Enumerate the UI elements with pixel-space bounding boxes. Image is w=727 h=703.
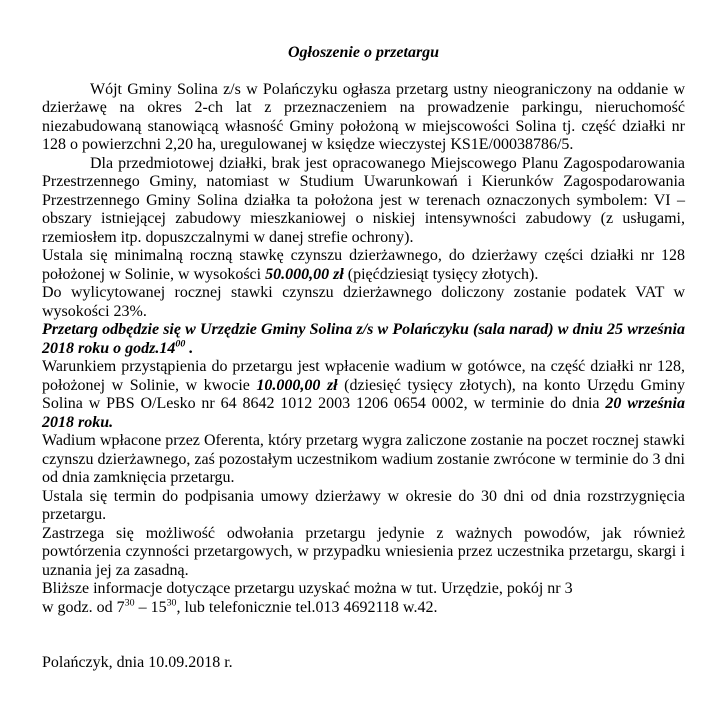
text-run: 20 września 2018 roku.	[42, 395, 686, 431]
text-run: Ustala się termin do podpisania umowy dzierżawy w okresie do 30 dni od dnia rozstrzygnięcia przetargu.	[42, 487, 685, 523]
paragraph-godziny-kontakt	[42, 599, 685, 618]
superscript-text: 30	[166, 597, 177, 609]
text-run: .	[185, 339, 194, 357]
paragraph-stawka-czynszu	[42, 247, 685, 284]
text-run: (pięćdziesiąt tysięcy złotych).	[343, 265, 539, 283]
paragraph-blizsze-informacje	[42, 580, 685, 599]
superscript-text: 00	[175, 338, 186, 350]
text-run: Zastrzega się możliwość odwołania przetargu jedynie z ważnych powodów, jak również powtórzenia czynności przetargowych, w przypadku wniesienia przez uczestnika przetargu, skargi i uznania jej za zasadną.	[42, 524, 685, 579]
text-run: w godz. od 7	[42, 598, 125, 616]
text-run: , lub telefonicznie tel.013 4692118 w.42.	[176, 598, 438, 616]
paragraph-intro	[42, 81, 685, 155]
text-run: 10.000,00 zł	[256, 376, 338, 394]
signature-line: Polańczyk, dnia 10.09.2018 r.	[42, 654, 233, 671]
paragraph-podatek-vat	[42, 284, 685, 321]
paragraph-zwrot-wadium	[42, 432, 685, 488]
text-run: Do wylicytowanej rocznej stawki czynszu dzierżawnego doliczony zostanie podatek VAT w wysokości 23%.	[42, 284, 685, 320]
text-run: 50.000,00 zł	[265, 265, 344, 283]
text-run: Przetarg odbędzie się w Urzędzie Gminy Solina z/s w Polańczyku (sala narad) w dniu 25 września 2018 roku o godz.14	[42, 321, 685, 357]
document-title: Ogłoszenie o przetargu	[287, 44, 440, 61]
paragraph-wadium	[42, 358, 685, 432]
paragraph-termin-umowy	[42, 488, 685, 525]
paragraph-odwolanie-przetargu	[42, 525, 685, 581]
text-run: Dla przedmiotowej działki, brak jest opracowanego Miejscowego Planu Zagospodarowania Przestrzennego Gminy, natomiast w Studium Uwarunkowań i Kierunków Zagospodarowania Przestrzennego Gminy Solina działka ta położona jest w terenach oznaczonych symbolem: VI – obszary istniejącej zabudowy mieszkaniowej o niskiej intensywności zabudowy (z usługami, rzemiosłem itp. dopuszczalnymi w danej strefie ochrony).	[42, 154, 685, 246]
text-run: Warunkiem przystąpienia do przetargu jest wpłacenie wadium w gotówce, na część działki nr 128, położonej w Solinie, w kwocie	[42, 358, 685, 394]
text-run: Bliższe informacje dotyczące przetargu uzyskać można w tut. Urzędzie, pokój nr 3	[42, 580, 573, 597]
document-body	[42, 81, 685, 618]
text-run: (dziesięć tysięcy złotych), na konto Urzędu Gminy Solina w PBS O/Lesko nr 64 8642 1012 2003 1206 0654 0002, w terminie do dnia	[42, 376, 685, 412]
text-run: Wójt Gminy Solina z/s w Polańczyku ogłasza przetarg ustny nieograniczony na oddanie w dzierżawę na okres 2-ch lat z przeznaczeniem na prowadzenie parkingu, nieruchomość niezabudowaną stanowiącą własność Gminy położoną w miejscowości Solina tj. część działki nr 128 o powierzchni 2,20 ha, uregulowanej w księdze wieczystej KS1E/00038786/5.	[42, 80, 685, 153]
text-run: Ustala się minimalną roczną stawkę czynszu dzierżawnego, do dzierżawy części działki nr 128 położonej w Solinie, w wysokości	[42, 247, 685, 283]
text-run: – 15	[134, 598, 167, 616]
text-run: Wadium wpłacone przez Oferenta, który przetarg wygra zaliczone zostanie na poczet rocznej stawki czynszu dzierżawnego, zaś pozostałym uczestnikom wadium zostanie zwrócone w terminie do 3 dni od dnia zamknięcia przetargu.	[42, 432, 685, 486]
superscript-text: 30	[124, 597, 135, 609]
paragraph-termin-przetargu	[42, 321, 685, 358]
paragraph-plan-zagospodarowania	[42, 155, 685, 248]
